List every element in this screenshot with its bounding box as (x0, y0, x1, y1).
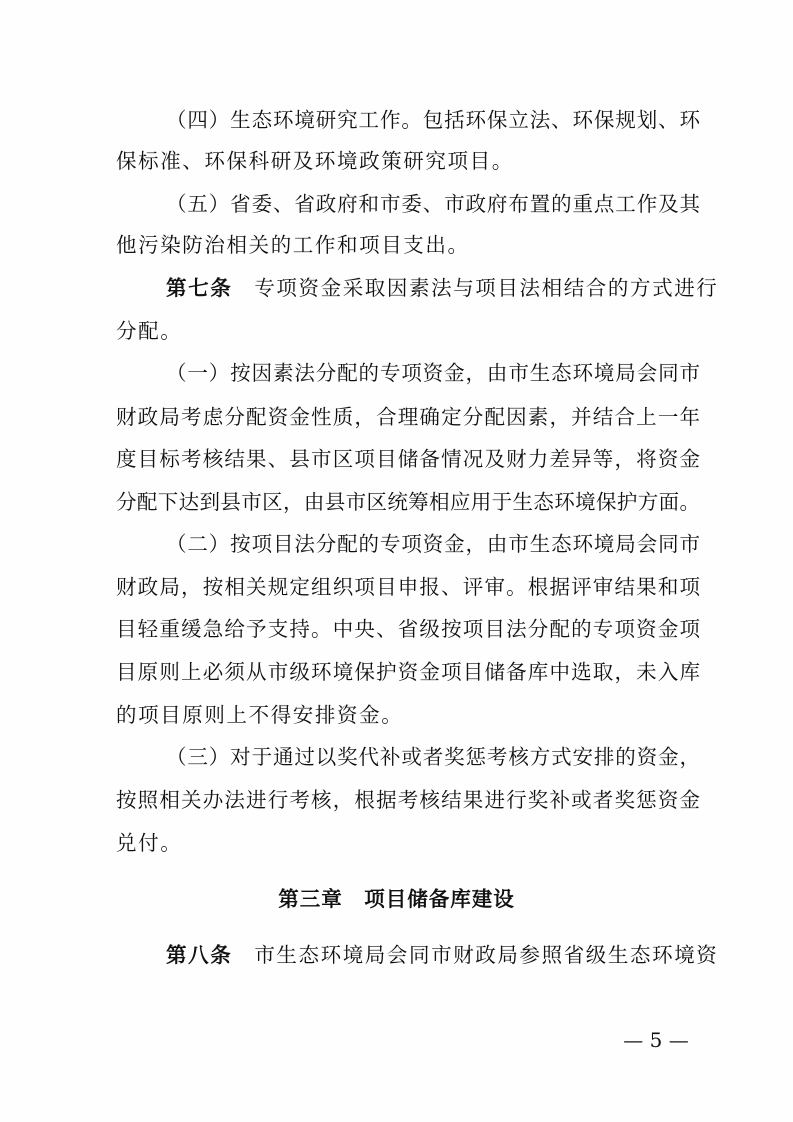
page-number: — 5 — (623, 1028, 689, 1052)
article-text: 市生态环境局会同市财政局参照省级生态环境资 (254, 943, 719, 967)
paragraph-line: （四）生态环境研究工作。包括环保立法、环保规划、环 (166, 108, 700, 132)
paragraph-line: 财政局，按相关规定组织项目申报、评审。根据评审结果和项 (116, 575, 700, 599)
paragraph-line: 按照相关办法进行考核，根据考核结果进行奖补或者奖惩资金 (116, 788, 700, 812)
article-7-line (166, 273, 719, 303)
paragraph-line: 分配下达到县市区，由县市区统筹相应用于生态环境保护方面。 (116, 490, 700, 514)
paragraph-line: 兑付。 (116, 831, 183, 855)
paragraph-line: 财政局考虑分配资金性质，合理确定分配因素，并结合上一年 (116, 405, 700, 429)
article-label: 第八条 (166, 943, 233, 967)
paragraph-line: （三）对于通过以奖代补或者奖惩考核方式安排的资金， (166, 745, 700, 769)
chapter-heading: 第三章 项目储备库建设 (278, 887, 515, 911)
paragraph-line: 分配。 (116, 319, 183, 343)
paragraph-line: 他污染防治相关的工作和项目支出。 (116, 233, 470, 257)
article-8-line (166, 940, 719, 970)
paragraph-line: （二）按项目法分配的专项资金，由市生态环境局会同市 (166, 532, 700, 556)
paragraph-line: 保标准、环保科研及环境政策研究项目。 (116, 149, 514, 173)
article-text: 专项资金采取因素法与项目法相结合的方式进行 (254, 276, 719, 300)
paragraph-line: 的项目原则上不得安排资金。 (116, 703, 404, 727)
paragraph-line: 目原则上必须从市级环境保护资金项目储备库中选取，未入库 (116, 660, 700, 684)
paragraph-line: （五）省委、省政府和市委、市政府布置的重点工作及其 (166, 192, 700, 216)
paragraph-line: 度目标考核结果、县市区项目储备情况及财力差异等，将资金 (116, 447, 700, 471)
paragraph-line: 目轻重缓急给予支持。中央、省级按项目法分配的专项资金项 (116, 617, 700, 641)
article-label: 第七条 (166, 276, 233, 300)
paragraph-line: （一）按因素法分配的专项资金，由市生态环境局会同市 (166, 361, 700, 385)
